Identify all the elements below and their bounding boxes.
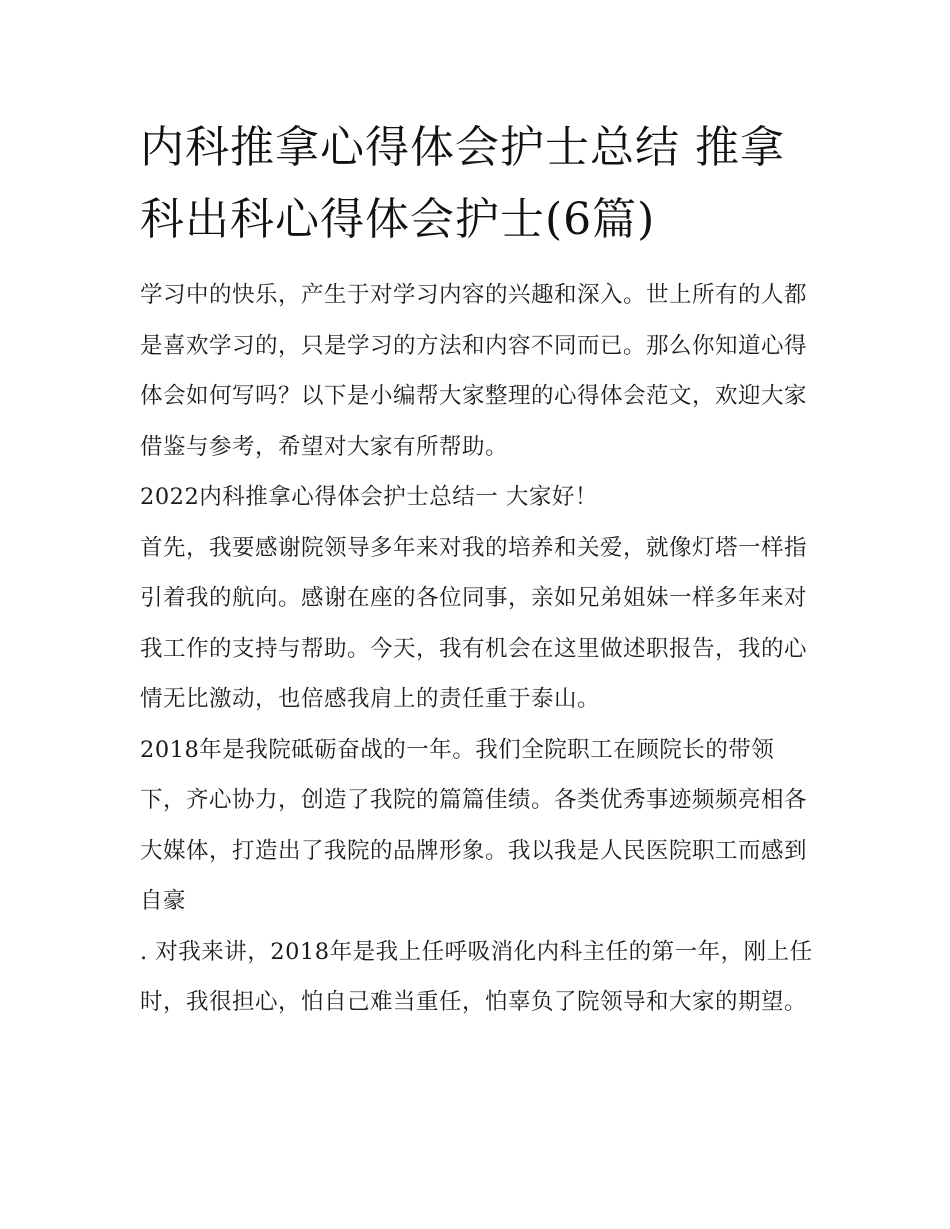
paragraph-greeting: 2022内科推拿心得体会护士总结一 大家好！ (140, 484, 598, 510)
document-title: 内科推拿心得体会护士总结 推拿科出科心得体会护士(6篇) (140, 122, 785, 245)
paragraph-year-review: 2018年是我院砥砺奋战的一年。我们全院职工在顾院长的带领下，齐心协力，创造了我院的篇篇佳绩。各类优秀事迹频频亮相各大媒体，打造出了我院的品牌形象。我以我是人民医院职工而感到自豪 (140, 736, 808, 914)
paragraph-intro: 学习中的快乐，产生于对学习内容的兴趣和深入。世上所有的人都是喜欢学习的，只是学习的方法和内容不同而已。那么你知道心得体会如何写吗？以下是小编帮大家整理的心得体会范文，欢迎大家借鉴与参考，希望对大家有所帮助。 (140, 282, 808, 460)
paragraph-thanks: 首先，我要感谢院领导多年来对我的培养和关爱，就像灯塔一样指引着我的航向。感谢在座的各位同事，亲如兄弟姐妹一样多年来对我工作的支持与帮助。今天，我有机会在这里做述职报告，我的心情无比激动，也倍感我肩上的责任重于泰山。 (140, 534, 808, 712)
paragraph-personal: . 对我来讲，2018年是我上任呼吸消化内科主任的第一年，刚上任时，我很担心，怕自己难当重任，怕辜负了院领导和大家的期望。 (140, 938, 813, 1015)
document-body (140, 270, 820, 1028)
